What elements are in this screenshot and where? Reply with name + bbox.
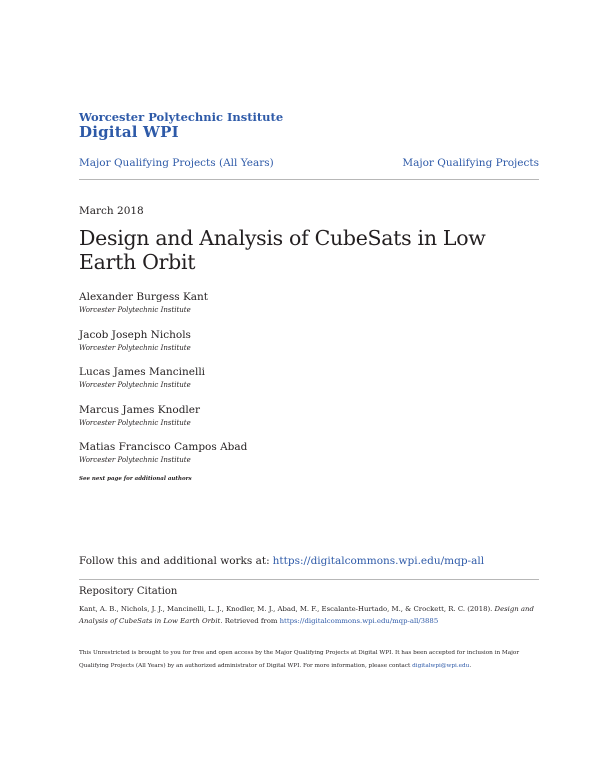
citation-text [79,603,541,627]
author-name[interactable]: Alexander Burgess Kant [79,291,209,303]
breadcrumb-link-mqp[interactable]: Major Qualifying Projects [402,157,539,169]
repository-name[interactable]: Digital WPI [79,123,179,141]
additional-authors-note: See next page for additional authors [79,476,192,482]
author-name[interactable]: Jacob Joseph Nichols [79,329,191,341]
follow-link[interactable]: https://digitalcommons.wpi.edu/mqp-all [272,555,485,567]
notice-text: This Unrestricted is brought to you for free and open access by the Major Qualifying Projects at Digital WPI. It has been accepted for inclusion in Major Qualifying Projects (All Years) by an authorized administrator of Digital WPI. For more information, please contact [79,650,520,669]
author-affiliation: Worcester Polytechnic Institute [79,419,191,427]
author-entry [79,329,479,353]
citation-divider [79,579,539,580]
notice-end: . [469,662,472,669]
author-name[interactable]: Lucas James Mancinelli [79,366,206,378]
author-entry [79,366,479,390]
citation-title: Design and Analysis of CubeSats in Low Earth Orbit [79,605,534,625]
institution-name: Worcester Polytechnic Institute [79,110,284,124]
author-affiliation: Worcester Polytechnic Institute [79,306,191,314]
access-notice [79,647,541,672]
author-entry [79,404,479,428]
citation-heading: Repository Citation [79,586,178,597]
author-affiliation: Worcester Polytechnic Institute [79,456,191,464]
document-title: Design and Analysis of CubeSats in Low Earth Orbit [79,226,486,274]
citation-url[interactable]: https://digitalcommons.wpi.edu/mqp-all/3885 [279,617,439,625]
publication-date: March 2018 [79,205,144,217]
citation-retrieved: . Retrieved from [220,617,278,625]
breadcrumb [79,155,539,180]
author-entry [79,291,479,315]
author-affiliation: Worcester Polytechnic Institute [79,344,191,352]
follow-line [79,555,484,567]
author-affiliation: Worcester Polytechnic Institute [79,381,191,389]
breadcrumb-link-all-years[interactable]: Major Qualifying Projects (All Years) [79,157,274,169]
follow-text: Follow this and additional works at: [79,555,270,567]
author-entry [79,441,479,465]
author-name[interactable]: Marcus James Knodler [79,404,201,416]
contact-email[interactable]: digitalwpi@wpi.edu [412,662,470,669]
citation-authors: Kant, A. B., Nichols, J. J., Mancinelli, L. J., Knodler, M. J., Abad, M. F., Escalante-Hurtado, M., & Crockett, R. C. (2018). [79,605,493,613]
author-name[interactable]: Matias Francisco Campos Abad [79,441,248,453]
